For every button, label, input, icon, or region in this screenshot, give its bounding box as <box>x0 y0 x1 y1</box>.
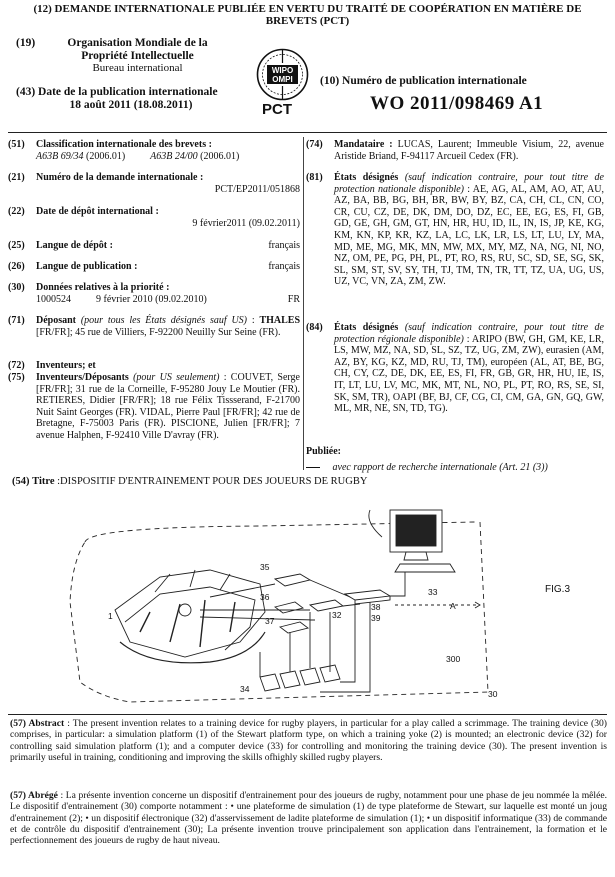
ipc-date-a: (2006.01) <box>86 150 126 162</box>
agent-details: LUCAS, Laurent; Immeuble Visium, 22, avenue Aristide Briand, F-94117 Arcueil Cedex (FR). <box>334 139 604 162</box>
field-number: (22) <box>8 206 25 217</box>
field-qualifier: (sauf indication contraire, pour tout titre de protection régionale disponible) <box>334 322 604 345</box>
applicant-address: [FR/FR]; 45 rue de Villiers, F-92200 Neuilly Sur Seine (FR). <box>36 326 281 338</box>
date-value: 18 août 2011 (18.08.2011) <box>69 99 193 111</box>
label-38: 38 <box>371 602 381 612</box>
organisation-block <box>16 37 231 75</box>
field-number: (71) <box>8 315 25 326</box>
label-35: 35 <box>260 562 270 572</box>
label-30: 30 <box>488 689 498 699</box>
label-a: A <box>450 601 456 611</box>
org-number: (19) <box>16 37 36 49</box>
published-note: avec rapport de recherche internationale (Art. 21 (3)) <box>332 461 548 473</box>
field-number: (72) <box>8 360 25 371</box>
control-box-36 <box>275 602 303 613</box>
computer-monitor <box>390 510 455 572</box>
field-label: Inventeurs; et <box>36 360 96 371</box>
field-number: (81) <box>306 172 323 183</box>
publication-type-heading: (12) DEMANDE INTERNATIONALE PUBLIÉE EN VERTU DU TRAITÉ DE COOPÉRATION EN MATIÈRE DE BREVETS (PCT) <box>33 3 582 27</box>
label-39: 39 <box>371 613 381 623</box>
field-number: (74) <box>306 139 323 150</box>
abstract-text: : The present invention relates to a training device for rugby players, in particular for a play called a scrimmage. The training device (30) comprises, in particular: a simulation platform (1) of the Stewart platform type, on which a training yoke (2) is mounted; an electronic device (32) for controlling said simulation platform (1); and a computer device (33) for controlling and monitoring the training device (30). The present invention is primarily useful in training, conditioning and improving the skills ofhighly skilled rugby players. <box>10 718 607 763</box>
label-1: 1 <box>108 611 113 621</box>
field-number: (84) <box>306 322 323 333</box>
publication-number-label: (10) Numéro de publication internationale <box>320 75 527 87</box>
applicant-name: THALES <box>259 315 301 326</box>
svg-text:WIPO: WIPO <box>271 66 294 75</box>
field-qualifier: (pour US seulement) <box>133 372 220 383</box>
abstract-label: (57) Abstract <box>10 718 65 729</box>
figure-caption: FIG.3 <box>545 584 571 595</box>
priority-date: 9 février 2010 (09.02.2010) <box>96 293 207 305</box>
priority-application: 1000524 <box>36 293 71 305</box>
field-number: (25) <box>8 240 25 251</box>
field-label: Mandataire : <box>334 139 393 150</box>
svg-text:OMPI: OMPI <box>272 75 293 84</box>
label-36: 36 <box>260 592 270 602</box>
application-number: PCT/EP2011/051868 <box>214 183 300 195</box>
field-label: Déposant <box>36 315 77 326</box>
control-box-35 <box>275 574 310 586</box>
inventors-list: : COUVET, Serge [FR/FR]; 31 rue de la Corneille, F-95280 Jouy Le Moutier (FR). RETIERES, Didier [FR/FR]; 18 rue Félix Tissserand, F-21700 Nuit Saint Georges (FR). VIDAL, Pierre Paul [FR/FR]; 42 rue de Bretagne, F-75003 Paris (FR). PISCIONE, Julien [FR/FR]; 7 avenue Halphen, F-92410 Ville D'avray (FR). <box>36 372 300 441</box>
pct-label: PCT <box>262 101 292 118</box>
abstract-label: (57) Abrégé <box>10 790 58 801</box>
filing-date: 9 février2011 (09.02.2011) <box>192 217 300 229</box>
wipo-logo <box>255 47 310 102</box>
figure-3-drawing <box>10 492 605 712</box>
regional-states-list: : ARIPO (BW, GH, GM, KE, LR, LS, MW, MZ, NA, SD, SL, SZ, TZ, UG, ZM, ZW), eurasien (AM, AZ, BY, KG, KZ, MD, RU, TJ, TM), européen (AL, AT, BE, BG, CH, CY, CZ, DE, DK, EE, ES, FI, FR, GB, GR, HR, HU, IE, IS, IT, LT, LU, LV, MC, MK, MT, NL, NO, PL, PT, RO, RS, SE, SI, SK, SM, TR), OAPI (BF, BJ, CF, CG, CI, CM, GA, GN, GQ, GW, ML, MR, NE, SN, TD, TG). <box>334 333 604 415</box>
link-to-computer <box>390 572 405 596</box>
published-label: Publiée: <box>306 446 341 457</box>
field-label: Langue de dépôt : <box>36 240 113 251</box>
abstract-english <box>10 718 607 763</box>
control-box-37 <box>280 622 308 633</box>
field-qualifier: (pour tous les États désignés sauf US) <box>80 315 247 326</box>
field-number: (30) <box>8 282 25 293</box>
invention-title: (54) Titre :DISPOSITIF D'ENTRAINEMENT POUR DES JOUEURS DE RUGBY <box>12 476 368 487</box>
date-label: Date de la publication internationale <box>38 86 218 98</box>
ipc-class-a: A63B 69/34 <box>36 150 84 162</box>
server-38 <box>345 590 390 604</box>
filing-language: français <box>268 240 300 251</box>
label-33: 33 <box>428 587 438 597</box>
publication-number: WO 2011/098469 A1 <box>370 93 544 114</box>
abstract-text: : La présente invention concerne un dispositif d'entrainement pour des joueurs de rugby, notamment pour une phase de jeu nommée la mêlée. Le dispositif d'entrainement (30) comporte notamment : • une plateforme de simulation (1) de type plateforme de Stewart, sur laquelle est monté un joug d'entrainement (2); • un dispositif électronique (32) d'asservissement de ladite plateforme de simulation (1); • un dispositif informatique (33) de commande et de contrôle du dispositif d'entrainement (30); La présente invention trouve principalement son application dans l'entrainement, la formation et le perfectionnement des joueurs de rugby de haut niveau. <box>10 790 608 847</box>
ipc-class-b: A63B 24/00 <box>150 150 198 162</box>
field-label: Inventeurs/Déposants <box>36 372 129 383</box>
label-37: 37 <box>265 616 275 626</box>
abstract-french <box>10 790 607 846</box>
field-label: Date de dépôt international : <box>36 206 159 217</box>
label-300: 300 <box>446 654 461 664</box>
figure-divider <box>8 714 607 715</box>
label-34: 34 <box>240 684 250 694</box>
org-name: Organisation Mondiale de la Propriété Intellectuelle <box>67 37 208 62</box>
field-number: (75) <box>8 372 25 383</box>
label-32: 32 <box>332 610 342 620</box>
field-label: États désignés <box>334 172 399 183</box>
org-sub: Bureau international <box>92 62 183 74</box>
field-number: (51) <box>8 139 25 150</box>
field-label: Langue de publication : <box>36 261 138 272</box>
publication-date-block <box>16 86 246 112</box>
ipc-date-b: (2006.01) <box>200 150 240 162</box>
column-divider <box>303 137 304 470</box>
field-label: Classification internationale des brevets : <box>36 139 212 150</box>
header-divider <box>8 132 607 133</box>
field-number: (26) <box>8 261 25 272</box>
published-block <box>306 446 604 473</box>
field-label: Numéro de la demande internationale : <box>36 172 204 183</box>
date-number: (43) <box>16 86 36 98</box>
field-label: Données relatives à la priorité : <box>36 282 170 293</box>
publication-language: français <box>268 261 300 272</box>
field-number: (21) <box>8 172 25 183</box>
simulation-platform <box>115 570 265 663</box>
national-states-list: : AE, AG, AL, AM, AO, AT, AU, AZ, BA, BB, BG, BH, BR, BW, BY, BZ, CA, CH, CL, CN, CO, CR, CU, CZ, DE, DK, DM, DO, DZ, EC, EE, EG, ES, FI, GB, GD, GE, GH, GM, GT, HN, HR, HU, ID, IL, IN, IS, JP, KE, KG, KM, KN, KP, KR, KZ, LA, LC, LK, LR, LS, LT, LU, LY, MA, MD, ME, MG, MK, MN, MW, MX, MY, MZ, NA, NG, NI, NO, NZ, OM, PE, PG, PH, PL, PT, RO, RS, RU, SC, SD, SE, SG, SK, SL, SM, ST, SV, SY, TH, TJ, TM, TN, TR, TT, TZ, UA, UG, US, UZ, VC, VN, ZA, ZM, ZW. <box>334 183 604 288</box>
field-label: États désignés <box>334 322 399 333</box>
priority-country: FR <box>287 293 300 305</box>
field-qualifier: (sauf indication contraire, pour tout titre de protection nationale disponible) <box>334 172 604 195</box>
power-units-34 <box>260 665 340 691</box>
